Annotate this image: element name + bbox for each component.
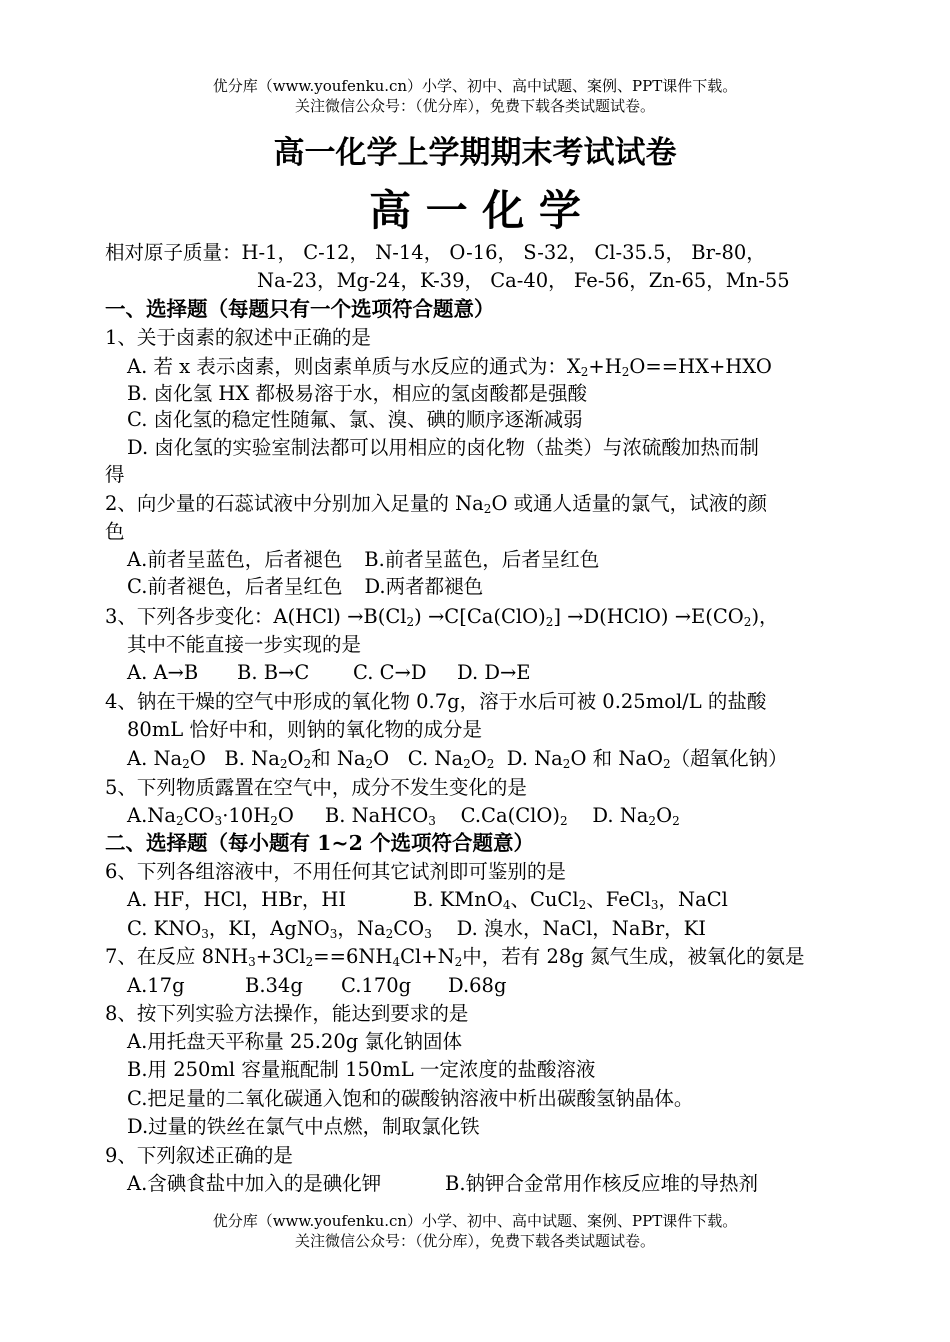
q1-stem: 1、关于卤素的叙述中正确的是 xyxy=(105,326,371,349)
q3-option-c: C. C→D xyxy=(353,661,427,684)
q1-option-d-cont: 得 xyxy=(105,463,125,486)
q9-stem: 9、下列叙述正确的是 xyxy=(105,1144,293,1167)
q1-option-a: A. 若 x 表示卤素，则卤素单质与水反应的通式为：$X_2+H_2O==HX+HXO$ xyxy=(127,355,772,379)
q6-option-b: B. KMnO$_4$、CuCl$_2$、FeCl$_3$，NaCl xyxy=(413,888,728,912)
exam-title: 高一化学上学期期末考试试卷 xyxy=(273,135,677,171)
footer-line-1: 优分库（www.youfenku.cn）小学、初中、高中试题、案例、PPT课件下载。 xyxy=(212,1212,738,1230)
q9-option-b: B.钠钾合金常用作核反应堆的导热剂 xyxy=(445,1172,759,1195)
q3-stem-cont: 其中不能直接一步实现的是 xyxy=(127,633,362,656)
q5-options xyxy=(127,803,680,829)
header-line-1: 优分库（www.youfenku.cn）小学、初中、高中试题、案例、PPT课件下载。 xyxy=(212,77,738,95)
q4-options xyxy=(127,746,788,772)
q6-option-c: C. $KNO_3$，KI，AgNO$_3$，$Na_2CO_3$ xyxy=(127,917,432,941)
footer-line-2: 关注微信公众号：（优分库），免费下载各类试题试卷。 xyxy=(294,1232,655,1250)
atomic-mass-line-2: Na-23，Mg-24，K-39， Ca-40， Fe-56，Zn-65，Mn-55 xyxy=(257,269,790,292)
q4-option-d: D. $Na_2O$ 和 NaO$_2$（超氧化钠） xyxy=(506,747,788,771)
atomic-mass-label: 相对原子质量： xyxy=(105,241,242,264)
q8-option-a: A.用托盘天平称量 25.20g 氯化钠固体 xyxy=(127,1030,462,1053)
q1-option-c: C. 卤化氢的稳定性随氟、氯、溴、碘的顺序逐渐减弱 xyxy=(127,408,583,431)
q2-option-d: D.两者都褪色 xyxy=(364,575,484,598)
q8-option-b: B.用 250ml 容量瓶配制 150mL 一定浓度的盐酸溶液 xyxy=(127,1058,596,1081)
q6-option-d: D. 溴水，NaCl，NaBr，KI xyxy=(456,917,706,940)
exam-subtitle: 高 一 化 学 xyxy=(369,186,581,235)
q2-option-c: C.前者褪色，后者呈红色 xyxy=(127,575,343,598)
q7-options xyxy=(127,973,506,999)
q9-options xyxy=(127,1171,758,1197)
q3-stem: 3、下列各步变化：$A(HCl) \to B(Cl_2) \to C[Ca(ClO)_2]$ →D(HClO) $\to E(CO_2)$， xyxy=(105,605,779,629)
q3-option-b: B. B→C xyxy=(237,661,310,684)
q4-stem-cont: 80mL 恰好中和，则钠的氧化物的成分是 xyxy=(127,718,482,741)
q2-options-row-2 xyxy=(127,574,483,600)
q5-stem: 5、下列物质露置在空气中，成分不发生变化的是 xyxy=(105,776,527,799)
q8-stem: 8、按下列实验方法操作，能达到要求的是 xyxy=(105,1002,469,1025)
atomic-mass-line-1 xyxy=(105,240,766,266)
q1-option-b: B. 卤化氢 HX 都极易溶于水，相应的氢卤酸都是强酸 xyxy=(127,382,588,405)
q5-option-c: $C.Ca(ClO)_2$ xyxy=(460,804,568,828)
q6-options-row-2 xyxy=(127,916,706,942)
atomic-mass-values-1: H-1， C-12， N-14， O-16， S-32， Cl-35.5， Br-80， xyxy=(241,241,766,264)
q2-stem-cont: 色 xyxy=(105,520,125,543)
q2-option-b: B.前者呈蓝色，后者呈红色 xyxy=(364,548,600,571)
q7-stem: 7、在反应 $8NH_3+3Cl_2==6NH_4Cl+N_2$中，若有 28g 氮气生成，被氧化的氨是 xyxy=(105,945,805,969)
q5-option-a: $A.Na_2CO_3\cdot 10H_2O$ xyxy=(127,804,294,828)
q6-option-a: A. HF，HCl，HBr，HI xyxy=(127,888,347,911)
q3-option-d: D. D→E xyxy=(457,661,531,684)
q8-option-c: C.把足量的二氧化碳通入饱和的碳酸钠溶液中析出碳酸氢钠晶体。 xyxy=(127,1087,694,1110)
q4-stem: 4、钠在干燥的空气中形成的氧化物 0.7g，溶于水后可被 0.25mol/L 的盐酸 xyxy=(105,690,767,713)
q3-option-a: A. A→B xyxy=(127,661,199,684)
q9-option-a: A.含碘食盐中加入的是碘化钾 xyxy=(127,1172,382,1195)
q4-option-c: C. $Na_2O_2$ xyxy=(407,747,495,771)
section-1-heading: 一、选择题（每题只有一个选项符合题意） xyxy=(105,297,495,321)
q4-option-a: A. $Na_2O$ xyxy=(127,747,206,771)
q6-stem: 6、下列各组溶液中，不用任何其它试剂即可鉴别的是 xyxy=(105,860,566,883)
q1-option-d: D. 卤化氢的实验室制法都可以用相应的卤化物（盐类）与浓硫酸加热而制 xyxy=(127,436,759,459)
q5-option-b: B. NaHCO$_3$ xyxy=(324,804,436,828)
q7-option-d: D.68g xyxy=(448,974,507,997)
q2-option-a: A.前者呈蓝色，后者褪色 xyxy=(127,548,343,571)
q3-options xyxy=(127,660,531,686)
q7-option-a: A.17g xyxy=(127,974,185,997)
q4-option-b: B. $Na_2O_2$和 $Na_2O$ xyxy=(224,747,390,771)
header-line-2: 关注微信公众号：（优分库），免费下载各类试题试卷。 xyxy=(294,97,655,115)
q2-options-row-1 xyxy=(127,547,599,573)
section-2-heading: 二、选择题（每小题有 1~2 个选项符合题意） xyxy=(105,831,534,855)
q2-stem: 2、向少量的石蕊试液中分别加入足量的 $Na_2O$ 或通人适量的氯气，试液的颜 xyxy=(105,492,768,516)
q6-options-row-1 xyxy=(127,887,728,913)
q5-option-d: D. $Na_2O_2$ xyxy=(592,804,680,828)
q7-option-b: B.34g xyxy=(245,974,303,997)
q7-option-c: C.170g xyxy=(341,974,412,997)
q8-option-d: D.过量的铁丝在氯气中点燃，制取氯化铁 xyxy=(127,1115,480,1138)
